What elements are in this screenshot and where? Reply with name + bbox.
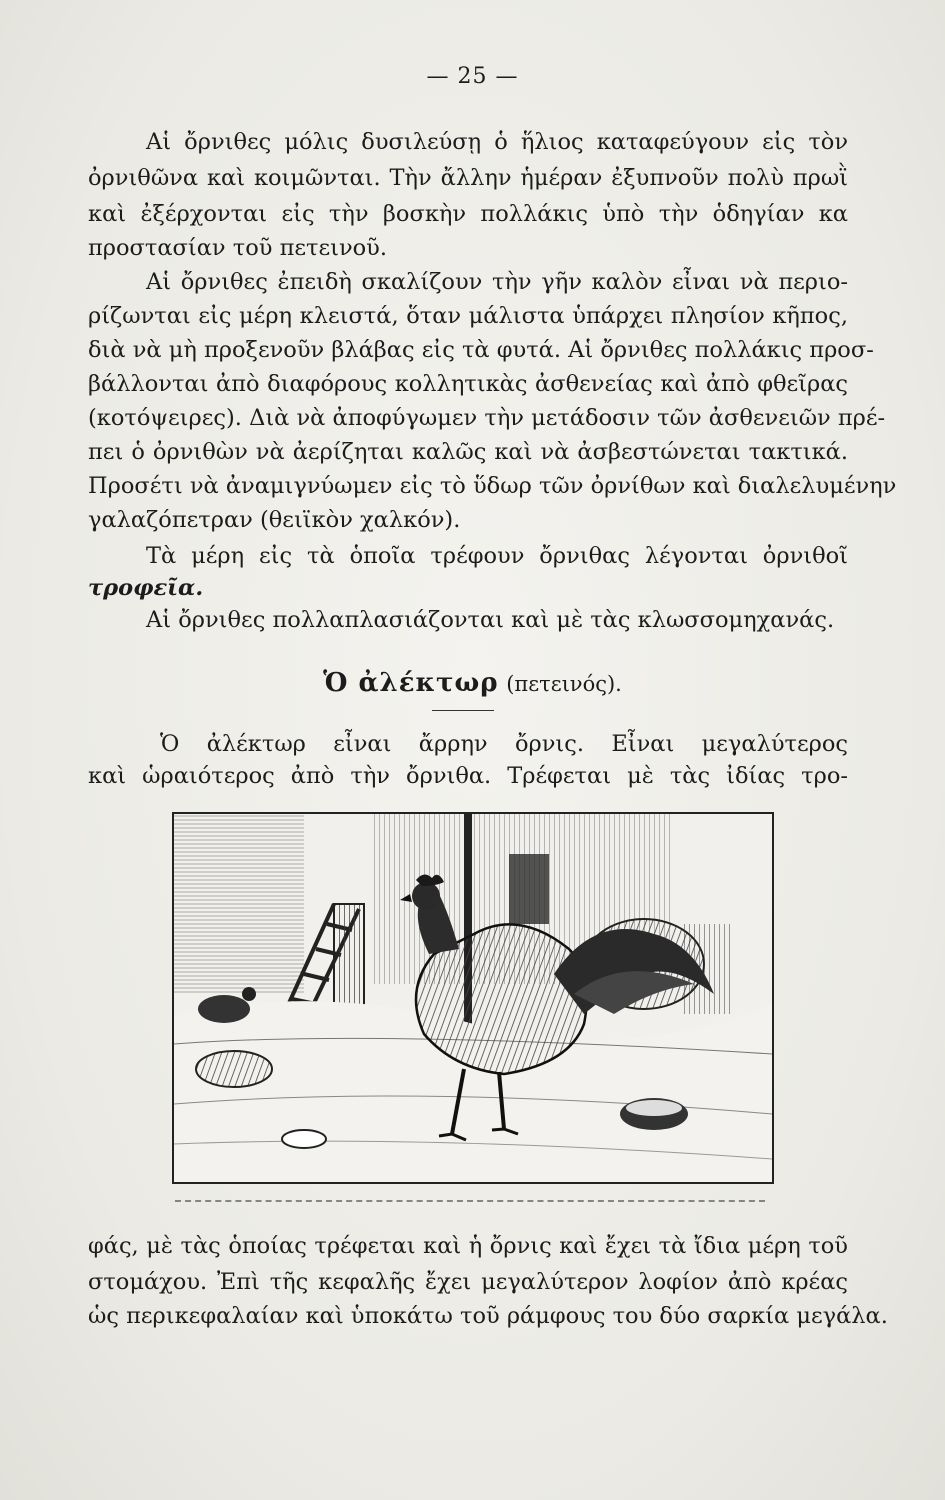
text-line: πει ὁ ὀρνιθὼν νὰ ἀερίζηται καλῶς καὶ νὰ ἀσβεστώνεται τακτικά.	[88, 439, 848, 465]
text-line: καὶ ἐξέρχονται εἰς τὴν βοσκὴν πολλάκις ὑπὸ τὴν ὁδηγίαν κα	[88, 201, 848, 227]
text-line: στομάχου. Ἐπὶ τῆς κεφαλῆς ἔχει μεγαλύτερον λοφίον ἀπὸ κρέας	[88, 1269, 848, 1295]
text-line: ρίζωνται εἰς μέρη κλειστά, ὅταν μάλιστα ὑπάρχει πλησίον κῆπος,	[88, 303, 848, 329]
text-line: καὶ ὡραιότερος ἀπὸ τὴν ὄρνιθα. Τρέφεται μὲ τὰς ἰδίας τρο-	[88, 763, 848, 789]
text-line: Αἱ ὄρνιθες ἐπειδὴ σκαλίζουν τὴν γῆν καλὸν εἶναι νὰ περιο-	[146, 269, 848, 295]
text-line: (κοτόψειρες). Διὰ νὰ ἀποφύγωμεν τὴν μετάδοσιν τῶν ἀσθενειῶν πρέ-	[88, 405, 886, 431]
text-line: Τὰ μέρη εἰς τὰ ὁποῖα τρέφουν ὄρνιθας λέγονται ὀρνιθοῖ	[146, 543, 848, 569]
heading-sub: (πετεινός).	[506, 672, 622, 696]
text-line: γαλαζόπετραν (θειϊκὸν χαλκόν).	[88, 507, 461, 533]
text-line: φάς, μὲ τὰς ὁποίας τρέφεται καὶ ἡ ὄρνις καὶ ἔχει τὰ ἴδια μέρη τοῦ	[88, 1233, 848, 1259]
heading-rule	[432, 710, 494, 711]
text-line: Ὁ ἀλέκτωρ εἶναι ἄρρην ὄρνις. Εἶναι μεγαλύτερος	[160, 731, 848, 757]
text-line: Αἱ ὄρνιθες πολλαπλασιάζονται καὶ μὲ τὰς κλωσσομηχανάς.	[146, 607, 835, 633]
text-line: βάλλονται ἀπὸ διαφόρους κολλητικὰς ἀσθενείας καὶ ἀπὸ φθεῖρας	[88, 371, 848, 397]
figure-underline	[175, 1200, 765, 1208]
text-line: Αἱ ὄρνιθες μόλις δυσιλεύσῃ ὁ ἥλιος καταφεύγουν εἰς τὸν	[146, 129, 848, 155]
text-line: τροφεῖα.	[88, 575, 204, 601]
text-line: προστασίαν τοῦ πετεινοῦ.	[88, 235, 388, 261]
section-heading	[0, 668, 945, 698]
heading-main: Ὁ ἀλέκτωρ	[323, 668, 499, 698]
text-line: ὡς περικεφαλαίαν καὶ ὑποκάτω τοῦ ράμφους του δύο σαρκία μεγάλα.	[88, 1303, 888, 1329]
rooster-illustration	[172, 812, 774, 1184]
text-line: διὰ νὰ μὴ προξενοῦν βλάβας εἰς τὰ φυτά. Αἱ ὄρνιθες πολλάκις προσ-	[88, 337, 874, 363]
text-line: ὀρνιθῶνα καὶ κοιμῶνται. Τὴν ἄλλην ἡμέραν ἐξυπνοῦν πολὺ πρωῒ	[88, 165, 848, 191]
text-line: Προσέτι νὰ ἀναμιγνύωμεν εἰς τὸ ὕδωρ τῶν ὀρνίθων καὶ διαλελυμένην	[88, 473, 897, 499]
page-number: — 25 —	[426, 64, 519, 89]
